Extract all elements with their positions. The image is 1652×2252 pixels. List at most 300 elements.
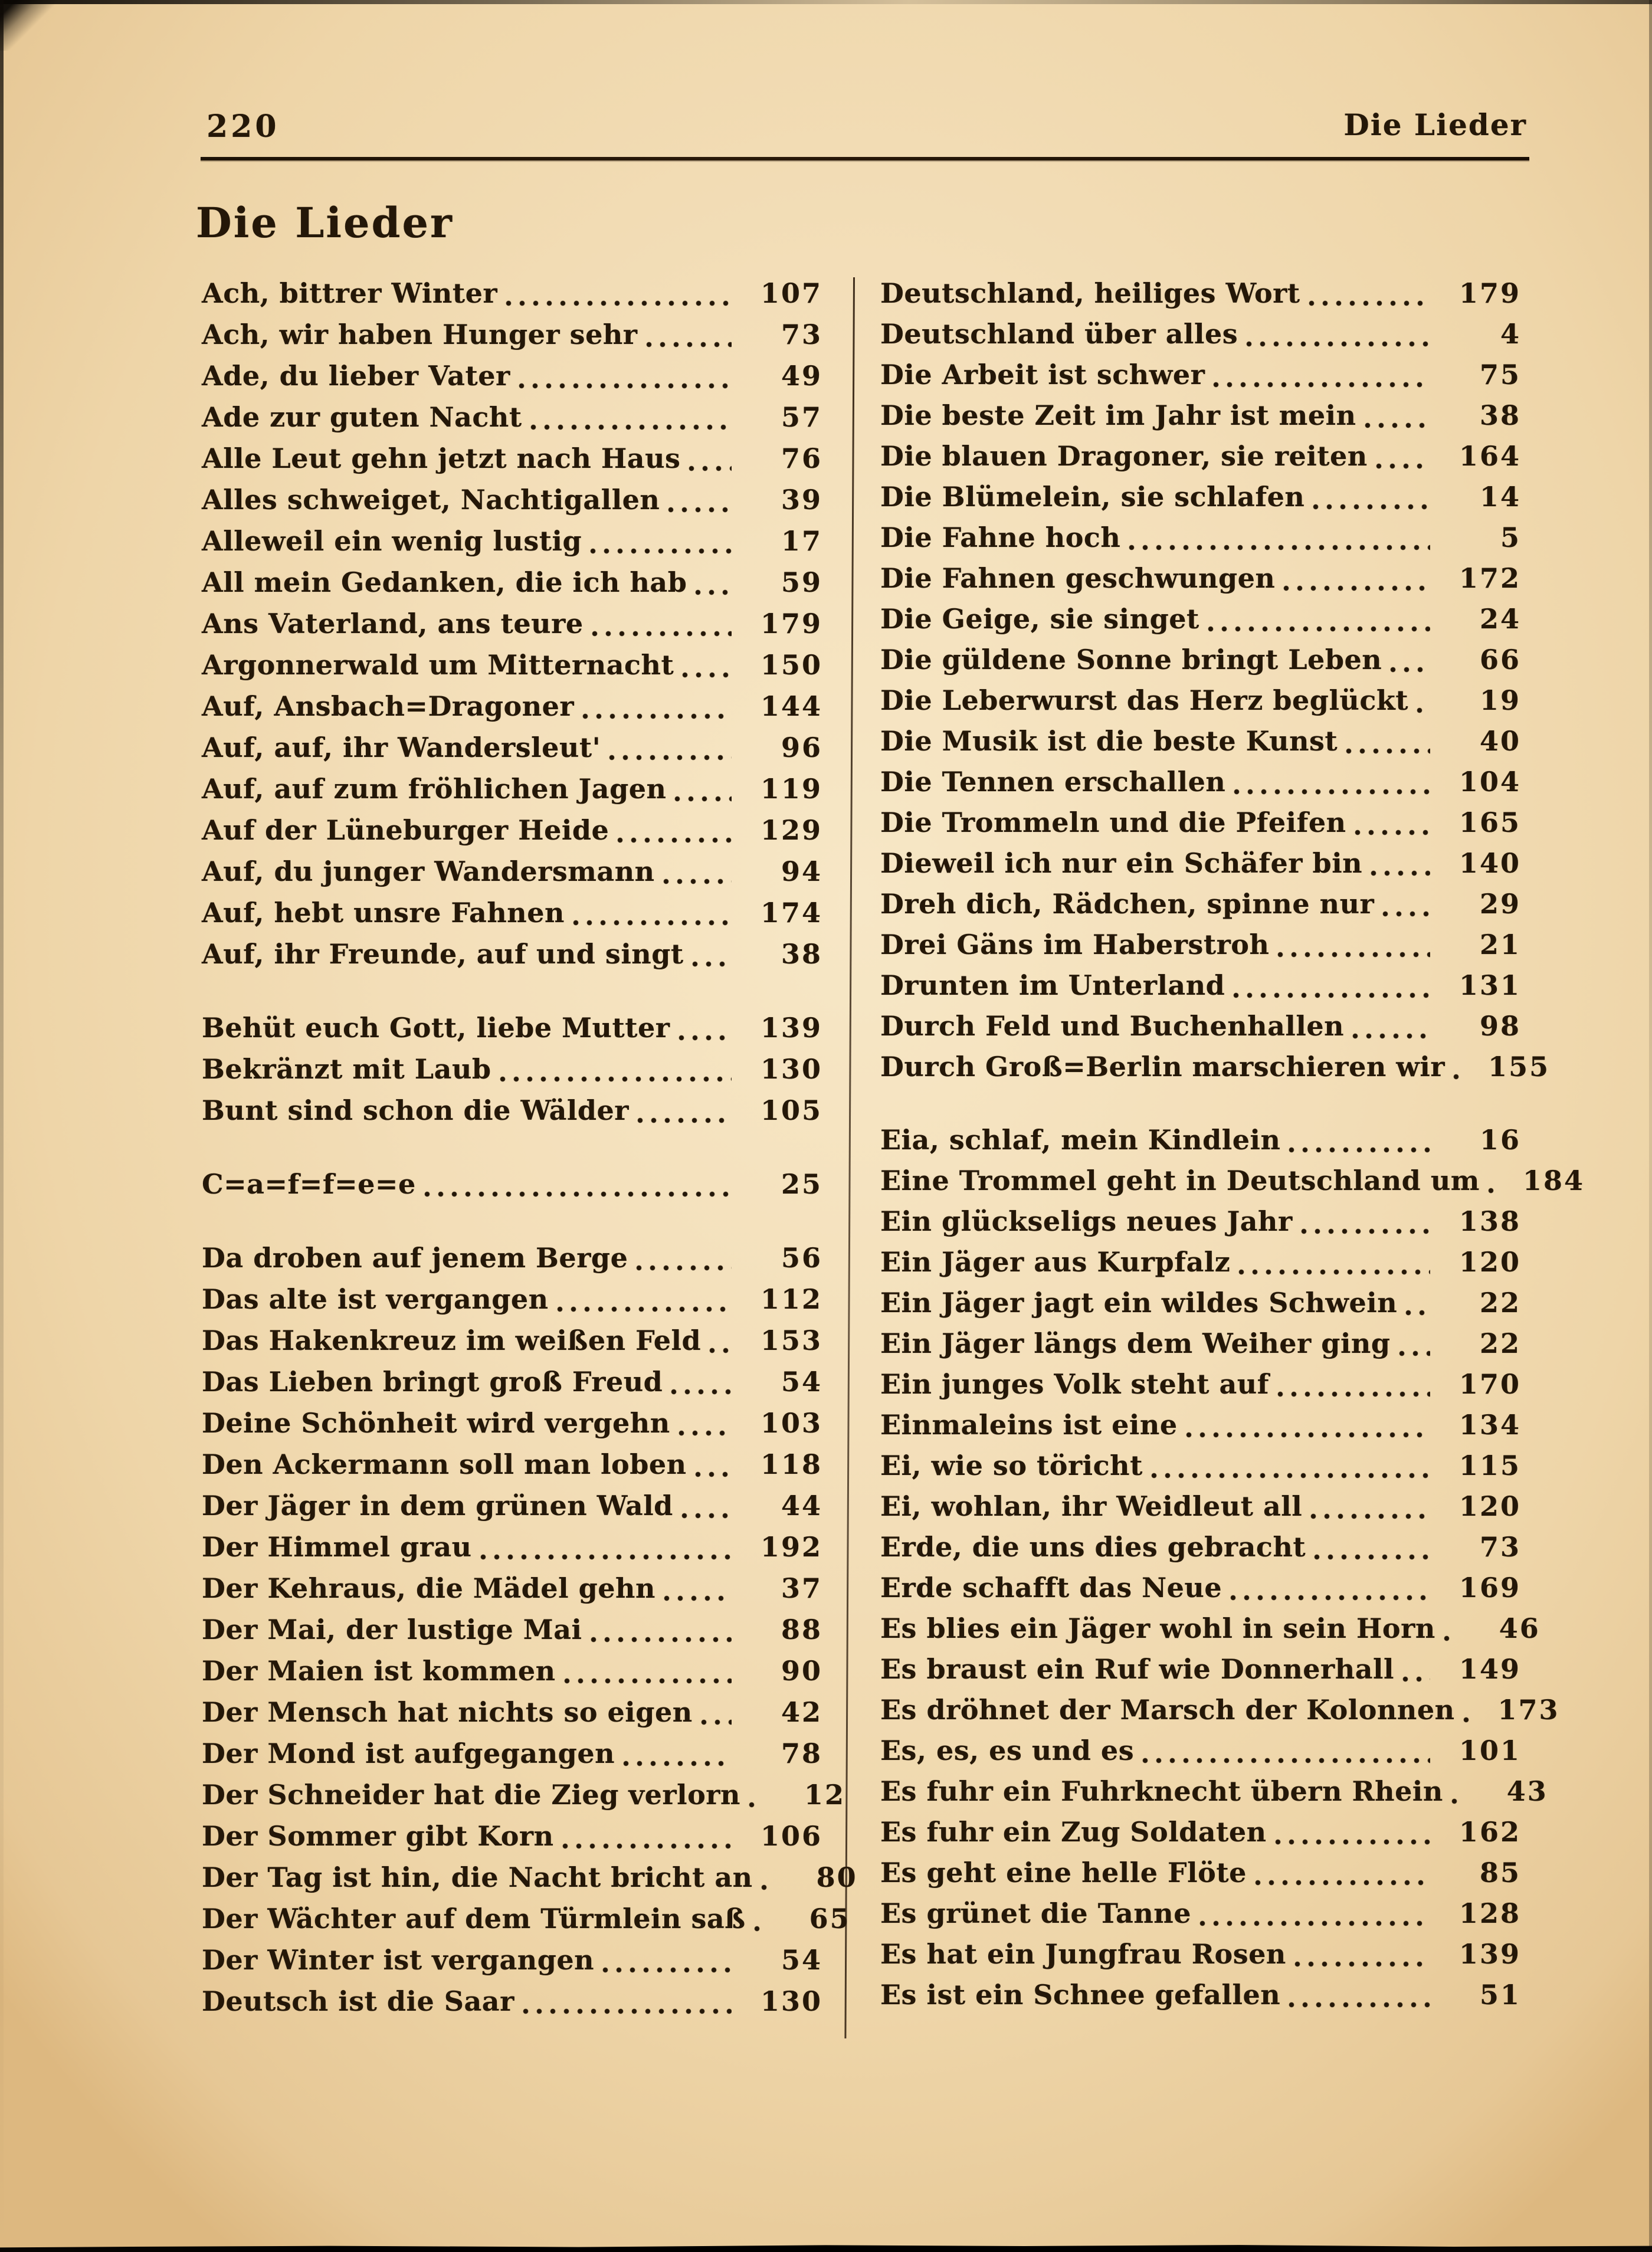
page-number: 103: [760, 1407, 822, 1439]
index-group: [202, 273, 822, 975]
song-title: Da droben auf jenem Berge: [202, 1242, 628, 1274]
dot-leader: [668, 479, 732, 520]
page-number: 59: [781, 566, 822, 598]
song-title: Ei, wohlan, ihr Weidleut all: [880, 1490, 1303, 1522]
page-number: 39: [781, 484, 822, 516]
dot-leader: [754, 1898, 760, 1939]
page-number: 144: [760, 690, 822, 722]
dot-leader: [564, 1650, 732, 1692]
song-title: Auf der Lüneburger Heide: [202, 814, 609, 846]
song-title: Der Mai, der lustige Mai: [202, 1614, 582, 1645]
page-number: 75: [1479, 358, 1521, 391]
index-entry: [202, 1650, 822, 1692]
dot-leader: [582, 686, 732, 727]
page-number: 165: [1458, 806, 1521, 838]
page-number: 42: [781, 1696, 822, 1728]
page-number: 104: [1458, 765, 1521, 798]
page-number: 37: [781, 1572, 822, 1604]
page-number: 17: [781, 525, 822, 557]
song-title: Die güldene Sonne bringt Leben: [880, 643, 1382, 676]
page-number: 78: [781, 1738, 822, 1769]
dot-leader: [519, 355, 732, 396]
song-title: Die beste Zeit im Jahr ist mein: [880, 399, 1356, 431]
dot-leader: [562, 1815, 732, 1857]
song-title: Der Jäger in dem grünen Wald: [202, 1490, 673, 1522]
page-number: 173: [1497, 1693, 1560, 1726]
page-number: 38: [1479, 399, 1521, 431]
page-number: 106: [760, 1820, 822, 1852]
dot-leader: [671, 1361, 732, 1402]
dot-leader: [1213, 354, 1430, 395]
page-number: 85: [1479, 1856, 1521, 1889]
song-title: Die Musik ist die beste Kunst: [880, 725, 1338, 757]
page-number: 112: [760, 1283, 822, 1315]
index-group: [880, 273, 1551, 1087]
page-number: 115: [1458, 1449, 1521, 1481]
song-title: Ein Jäger längs dem Weiher ging: [880, 1327, 1391, 1359]
dot-leader: [664, 1568, 732, 1609]
index-entry: [202, 1361, 822, 1402]
dot-leader: [1310, 1486, 1430, 1526]
page-number: 169: [1458, 1571, 1521, 1604]
song-title: Der Himmel grau: [202, 1531, 472, 1563]
page-number: 88: [781, 1614, 822, 1645]
dot-leader: [1142, 1730, 1430, 1771]
dot-leader: [506, 273, 732, 314]
song-title: Es blies ein Jäger wohl in sein Horn: [880, 1612, 1435, 1644]
index-entry: [880, 1201, 1521, 1241]
song-title: Ade, du lieber Vater: [202, 360, 510, 392]
dot-leader: [1314, 1526, 1430, 1567]
song-title: Argonnerwald um Mitternacht: [202, 649, 674, 681]
page-number: 150: [760, 649, 822, 681]
song-title: Der Schneider hat die Zieg verlorn: [202, 1779, 740, 1811]
index-entry: [880, 639, 1521, 680]
dot-leader: [1246, 313, 1430, 354]
dot-leader: [1208, 598, 1430, 639]
dot-leader: [591, 1609, 732, 1650]
dot-leader: [1405, 1282, 1430, 1323]
index-entry: [202, 1090, 822, 1131]
index-group: [202, 1163, 822, 1205]
dot-leader: [623, 1733, 732, 1774]
dot-leader: [1417, 680, 1430, 720]
song-title: Ein junges Volk steht auf: [880, 1368, 1270, 1400]
dot-leader: [1402, 1648, 1430, 1689]
page-number: 149: [1458, 1653, 1521, 1685]
index-entry: [880, 883, 1521, 924]
song-title: Es hat ein Jungfrau Rosen: [880, 1938, 1286, 1970]
page-number: 131: [1458, 969, 1521, 1001]
song-title: Eine Trommel geht in Deutschland um: [880, 1164, 1480, 1197]
dot-leader: [1289, 1974, 1430, 2015]
index-right-column: [880, 273, 1585, 2015]
index-entry: [880, 1282, 1521, 1323]
song-title: Deutsch ist die Saar: [202, 1985, 514, 2017]
song-title: Ade zur guten Nacht: [202, 401, 522, 433]
page-number: 94: [781, 855, 822, 887]
song-title: Drunten im Unterland: [880, 969, 1225, 1001]
dot-leader: [1451, 1771, 1457, 1811]
dot-leader: [1277, 1363, 1430, 1404]
index-entry: [880, 1648, 1521, 1689]
song-title: Der Sommer gibt Korn: [202, 1820, 554, 1852]
page-number: 172: [1458, 562, 1521, 594]
page-number: 49: [781, 360, 822, 392]
song-title: Es geht eine helle Flöte: [880, 1856, 1247, 1889]
song-title: Bekränzt mit Laub: [202, 1053, 491, 1085]
page-number: 29: [1479, 887, 1521, 920]
index-entry: [880, 313, 1521, 354]
page-number: 140: [1458, 847, 1521, 879]
index-entry: [202, 396, 822, 438]
index-entry: [880, 558, 1521, 598]
dot-leader: [1230, 1567, 1430, 1608]
index-entry: [202, 1237, 822, 1279]
dot-leader: [749, 1774, 755, 1815]
page-number: 98: [1479, 1009, 1521, 1042]
song-title: Ach, bittrer Winter: [202, 277, 498, 309]
page-number: 96: [781, 732, 822, 763]
page-number: 119: [760, 773, 822, 805]
index-entry: [202, 1733, 822, 1774]
page-number: 90: [781, 1655, 822, 1687]
index-entry: [202, 686, 822, 727]
index-entry: [202, 851, 822, 892]
index-entry: [202, 1526, 822, 1568]
index-group: [202, 1007, 822, 1131]
index-entry: [880, 1567, 1521, 1608]
dot-leader: [592, 603, 732, 644]
page-number: 101: [1458, 1734, 1521, 1766]
page-number: 57: [781, 401, 822, 433]
song-title: Der Mond ist aufgegangen: [202, 1738, 615, 1769]
song-title: Ei, wie so töricht: [880, 1449, 1143, 1481]
page-number: 105: [760, 1094, 822, 1126]
page-number: 120: [1458, 1245, 1521, 1278]
song-title: Erde schafft das Neue: [880, 1571, 1222, 1604]
song-title: Es dröhnet der Marsch der Kolonnen: [880, 1693, 1455, 1726]
page-number: 14: [1479, 480, 1521, 513]
header-rule: [201, 157, 1529, 160]
index-entry: [202, 1568, 822, 1609]
dot-leader: [1382, 883, 1430, 924]
index-entry: [202, 933, 822, 975]
dot-leader: [1289, 1119, 1430, 1160]
scan-edge-bottom: [0, 2240, 1652, 2252]
index-entry: [880, 1241, 1521, 1282]
page-number: 66: [1479, 643, 1521, 676]
index-entry: [880, 680, 1521, 720]
dot-leader: [646, 314, 732, 355]
index-entry: [880, 354, 1521, 395]
index-entry: [202, 1774, 845, 1815]
dot-leader: [424, 1163, 732, 1205]
dot-leader: [674, 768, 732, 809]
song-title: Auf, du junger Wandersmann: [202, 855, 655, 887]
song-title: Die Tennen erschallen: [880, 765, 1226, 798]
page-number: 73: [781, 319, 822, 350]
song-title: Ein glückseligs neues Jahr: [880, 1205, 1293, 1237]
page-number: 130: [760, 1053, 822, 1085]
dot-leader: [1255, 1852, 1430, 1893]
song-title: Drei Gäns im Haberstroh: [880, 928, 1270, 961]
dot-leader: [1463, 1689, 1469, 1730]
dot-leader: [695, 562, 732, 603]
page-number: 76: [781, 442, 822, 474]
index-entry: [880, 1404, 1521, 1445]
index-entry: [202, 562, 822, 603]
scan-corner-top-left: [0, 0, 65, 51]
page-number: 44: [781, 1490, 822, 1522]
index-entry: [202, 1981, 822, 2022]
index-entry: [880, 720, 1521, 761]
index-entry: [880, 802, 1521, 843]
page-number: 120: [1458, 1490, 1521, 1522]
dot-leader: [678, 1007, 732, 1048]
page-number: 54: [781, 1366, 822, 1398]
page-number: 56: [781, 1242, 822, 1274]
song-title: Die Leberwurst das Herz beglückt: [880, 684, 1408, 716]
index-entry: [880, 1730, 1521, 1771]
index-entry: [880, 1852, 1521, 1893]
scan-edge-left: [0, 0, 4, 2252]
index-entry: [202, 1485, 822, 1526]
index-entry: [880, 1323, 1521, 1363]
dot-leader: [692, 933, 732, 975]
index-entry: [202, 1007, 822, 1048]
index-entry: [202, 892, 822, 933]
dot-leader: [530, 396, 732, 438]
index-entry: [880, 435, 1521, 476]
page-number: 129: [760, 814, 822, 846]
song-title: Ein Jäger aus Kurpfalz: [880, 1245, 1231, 1278]
dot-leader: [1365, 395, 1430, 435]
dot-leader: [695, 1444, 732, 1485]
page-number: 80: [816, 1861, 858, 1893]
index-entry: [202, 809, 822, 851]
dot-leader: [761, 1857, 767, 1898]
index-entry: [202, 1402, 822, 1444]
scan-edge-right: [1649, 0, 1652, 2252]
dot-leader: [523, 1981, 732, 2022]
song-title: Ans Vaterland, ans teure: [202, 608, 584, 640]
index-entry: [880, 1933, 1521, 1974]
song-title: Durch Groß=Berlin marschieren wir: [880, 1050, 1446, 1083]
song-title: Das Lieben bringt groß Freud: [202, 1366, 663, 1398]
song-title: Auf, hebt unsre Fahnen: [202, 897, 565, 929]
page-number: 170: [1458, 1368, 1521, 1400]
song-title: C=a=f=f=e=e: [202, 1168, 416, 1200]
song-title: Durch Feld und Buchenhallen: [880, 1009, 1345, 1042]
page-number: 73: [1479, 1530, 1521, 1563]
index-entry: [880, 1526, 1521, 1567]
index-entry: [880, 761, 1521, 802]
page-number: 107: [760, 277, 822, 309]
song-title: Eia, schlaf, mein Kindlein: [880, 1123, 1281, 1156]
song-title: Der Wächter auf dem Türmlein saß: [202, 1903, 746, 1935]
dot-leader: [709, 1320, 732, 1361]
index-entry: [880, 1363, 1521, 1404]
dot-leader: [609, 727, 732, 768]
song-title: Auf, auf, ihr Wandersleut': [202, 732, 601, 763]
song-title: Bunt sind schon die Wälder: [202, 1094, 630, 1126]
song-title: Ein Jäger jagt ein wildes Schwein: [880, 1286, 1398, 1319]
dot-leader: [1371, 843, 1430, 883]
page-number: 138: [1458, 1205, 1521, 1237]
page-number: 46: [1499, 1612, 1540, 1644]
dot-leader: [480, 1526, 732, 1568]
index-entry: [880, 1486, 1521, 1526]
song-title: Das Hakenkreuz im weißen Feld: [202, 1325, 702, 1356]
dot-leader: [637, 1090, 732, 1131]
index-entry: [202, 603, 822, 644]
song-title: Es, es, es und es: [880, 1734, 1135, 1766]
page-number: 51: [1479, 1978, 1521, 2011]
index-entry: [202, 479, 822, 520]
song-title: Der Kehraus, die Mädel gehn: [202, 1572, 655, 1604]
dot-leader: [1390, 639, 1430, 680]
page-number: 38: [781, 938, 822, 970]
dot-leader: [689, 438, 732, 479]
page-number: 134: [1458, 1408, 1521, 1441]
page-number: 65: [809, 1903, 851, 1935]
index-entry: [202, 1815, 822, 1857]
index-entry: [880, 1119, 1521, 1160]
song-title: Die Geige, sie singet: [880, 602, 1199, 635]
scan-edge-top: [0, 0, 1652, 4]
dot-leader: [1352, 1005, 1430, 1046]
index-entry: [880, 1046, 1551, 1087]
dot-leader: [1294, 1933, 1430, 1974]
index-entry: [202, 1320, 822, 1361]
dot-leader: [1309, 273, 1430, 313]
dot-leader: [500, 1048, 732, 1090]
dot-leader: [1444, 1608, 1450, 1648]
page-number: 40: [1479, 725, 1521, 757]
page-number: 12: [804, 1779, 845, 1811]
song-title: Alles schweiget, Nachtigallen: [202, 484, 660, 516]
song-title: Ach, wir haben Hunger sehr: [202, 319, 638, 350]
index-entry: [880, 1005, 1521, 1046]
page-number: 162: [1458, 1815, 1521, 1848]
index-group: [880, 1119, 1585, 2015]
page-number: 174: [760, 897, 822, 929]
dot-leader: [1151, 1445, 1430, 1486]
song-title: Die Fahne hoch: [880, 521, 1121, 553]
index-entry: [880, 273, 1521, 313]
song-title: Die Fahnen geschwungen: [880, 562, 1276, 594]
page-number: 179: [1458, 277, 1521, 309]
index-entry: [880, 1160, 1585, 1201]
page-number: 4: [1500, 317, 1521, 350]
song-title: Auf, Ansbach=Dragoner: [202, 690, 575, 722]
index-entry: [202, 768, 822, 809]
song-title: Alle Leut gehn jetzt nach Haus: [202, 442, 681, 474]
index-entry: [202, 273, 822, 314]
index-entry: [202, 727, 822, 768]
page-number: 153: [760, 1325, 822, 1356]
song-title: Das alte ist vergangen: [202, 1283, 549, 1315]
song-title: Behüt euch Gott, liebe Mutter: [202, 1012, 670, 1044]
page-number: 118: [760, 1448, 822, 1480]
page-number: 5: [1500, 521, 1521, 553]
index-entry: [880, 924, 1521, 965]
song-title: Deine Schönheit wird vergehn: [202, 1407, 670, 1439]
page-number: 128: [1458, 1897, 1521, 1929]
dot-leader: [1277, 924, 1430, 965]
page-number: 21: [1479, 928, 1521, 961]
song-title: Der Tag ist hin, die Nacht bricht an: [202, 1861, 753, 1893]
index-entry: [202, 1279, 822, 1320]
index-entry: [880, 395, 1521, 435]
page-number: 184: [1522, 1164, 1585, 1197]
index-entry: [880, 1608, 1540, 1648]
index-entry: [202, 314, 822, 355]
dot-leader: [1488, 1160, 1494, 1201]
index-entry: [880, 598, 1521, 639]
song-title: Den Ackermann soll man loben: [202, 1448, 687, 1480]
page-folio: 220: [206, 109, 280, 145]
dot-leader: [1399, 1323, 1430, 1363]
song-title: Der Maien ist kommen: [202, 1655, 556, 1687]
dot-leader: [663, 851, 732, 892]
song-title: All mein Gedanken, die ich hab: [202, 566, 687, 598]
index-entry: [202, 1163, 822, 1205]
page-number: 22: [1479, 1286, 1521, 1319]
dot-leader: [636, 1237, 732, 1279]
page-number: 164: [1458, 440, 1521, 472]
dot-leader: [1199, 1893, 1430, 1933]
dot-leader: [590, 520, 732, 562]
song-title: Dieweil ich nur ein Schäfer bin: [880, 847, 1363, 879]
index-entry: [202, 1692, 822, 1733]
index-entry: [202, 1048, 822, 1090]
song-title: Es grünet die Tanne: [880, 1897, 1191, 1929]
dot-leader: [602, 1939, 732, 1981]
dot-leader: [617, 809, 732, 851]
dot-leader: [1186, 1404, 1430, 1445]
index-entry: [202, 1609, 822, 1650]
song-title: Die blauen Dragoner, sie reiten: [880, 440, 1368, 472]
index-entry: [202, 355, 822, 396]
index-entry: [880, 1445, 1521, 1486]
song-title: Einmaleins ist eine: [880, 1408, 1178, 1441]
dot-leader: [1238, 1241, 1430, 1282]
song-title: Die Blümelein, sie schlafen: [880, 480, 1305, 513]
dot-leader: [701, 1692, 732, 1733]
section-title: Die Lieder: [196, 198, 454, 247]
page-number: 16: [1479, 1123, 1521, 1156]
song-title: Deutschland, heiliges Wort: [880, 277, 1300, 309]
song-title: Auf, auf zum fröhlichen Jagen: [202, 773, 667, 805]
dot-leader: [557, 1279, 732, 1320]
index-entry: [202, 520, 822, 562]
index-entry: [880, 1974, 1521, 2015]
dot-leader: [1275, 1811, 1430, 1852]
page-number: 130: [760, 1985, 822, 2017]
page-number: 139: [760, 1012, 822, 1044]
dot-leader: [681, 1485, 732, 1526]
song-title: Die Trommeln und die Pfeifen: [880, 806, 1346, 838]
dot-leader: [1129, 517, 1430, 558]
index-entry: [202, 1444, 822, 1485]
index-entry: [880, 1689, 1560, 1730]
dot-leader: [1313, 476, 1430, 517]
page-number: 179: [760, 608, 822, 640]
song-title: Auf, ihr Freunde, auf und singt: [202, 938, 684, 970]
page-number: 43: [1506, 1775, 1548, 1807]
